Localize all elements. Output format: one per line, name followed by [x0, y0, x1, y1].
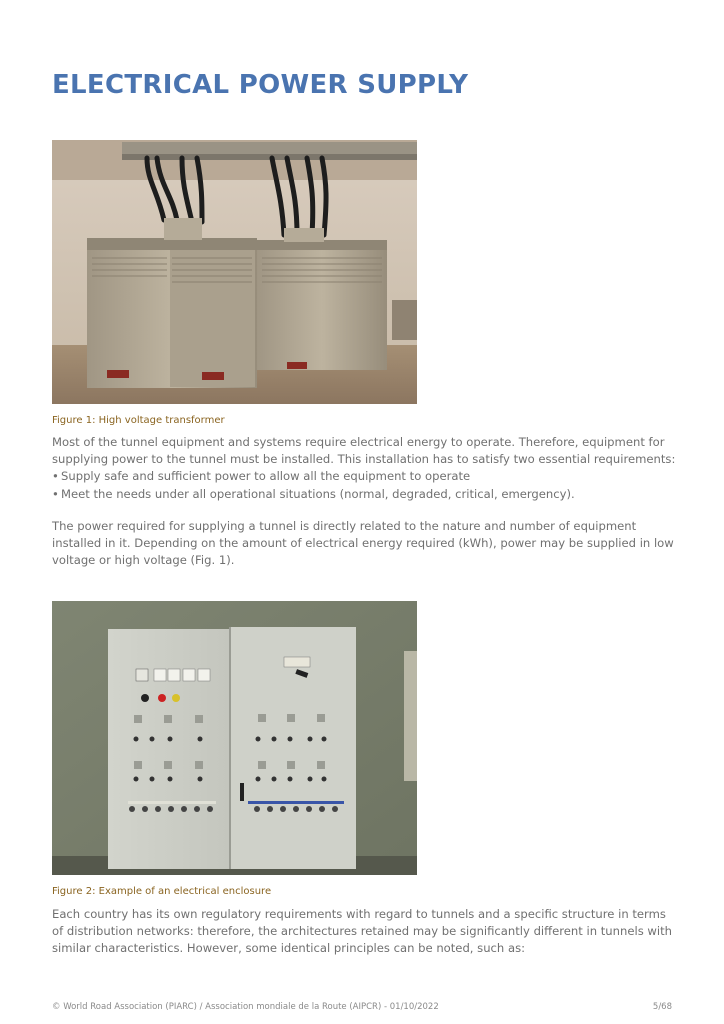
paragraph-line: of distribution networks: therefore, the architectures retained may be significantly different in tunnels with [52, 924, 673, 939]
paragraph-line: voltage or high voltage (Fig. 1). [52, 553, 235, 568]
intro-paragraph [52, 434, 677, 503]
figure-1-caption: Figure 1: High voltage transformer [52, 415, 225, 426]
paragraph-line: The power required for supplying a tunnel is directly related to the nature and number of equipment [52, 519, 637, 533]
transformer-photo [52, 140, 417, 404]
paragraph-line: supplying power to the tunnel must be installed. This installation has to satisfy two essential requirements: [52, 452, 676, 467]
paragraph-line: Most of the tunnel equipment and systems require electrical energy to operate. Therefore, equipment for [52, 435, 665, 449]
bullet-item: • Supply safe and sufficient power to allow all the equipment to operate [52, 468, 677, 485]
electrical-enclosure-photo [52, 601, 417, 875]
figure-2-caption: Figure 2: Example of an electrical enclosure [52, 886, 272, 897]
paragraph-line: similar characteristics. However, some identical principles can be noted, such as: [52, 941, 526, 956]
power-paragraph [52, 518, 677, 570]
page-number: 5/68 [652, 1002, 672, 1012]
paragraph-line: Each country has its own regulatory requirements with regard to tunnels and a specific structure in terms [52, 907, 666, 921]
regulatory-paragraph [52, 906, 677, 958]
page-title: ELECTRICAL POWER SUPPLY [52, 70, 469, 100]
paragraph-line: installed in it. Depending on the amount of electrical energy required (kWh), power may be supplied in low [52, 536, 674, 551]
footer-copyright: © World Road Association (PIARC) / Association mondiale de la Route (AIPCR) - 01/10/2022 [52, 1002, 439, 1012]
bullet-item: • Meet the needs under all operational situations (normal, degraded, critical, emergency). [52, 486, 677, 503]
